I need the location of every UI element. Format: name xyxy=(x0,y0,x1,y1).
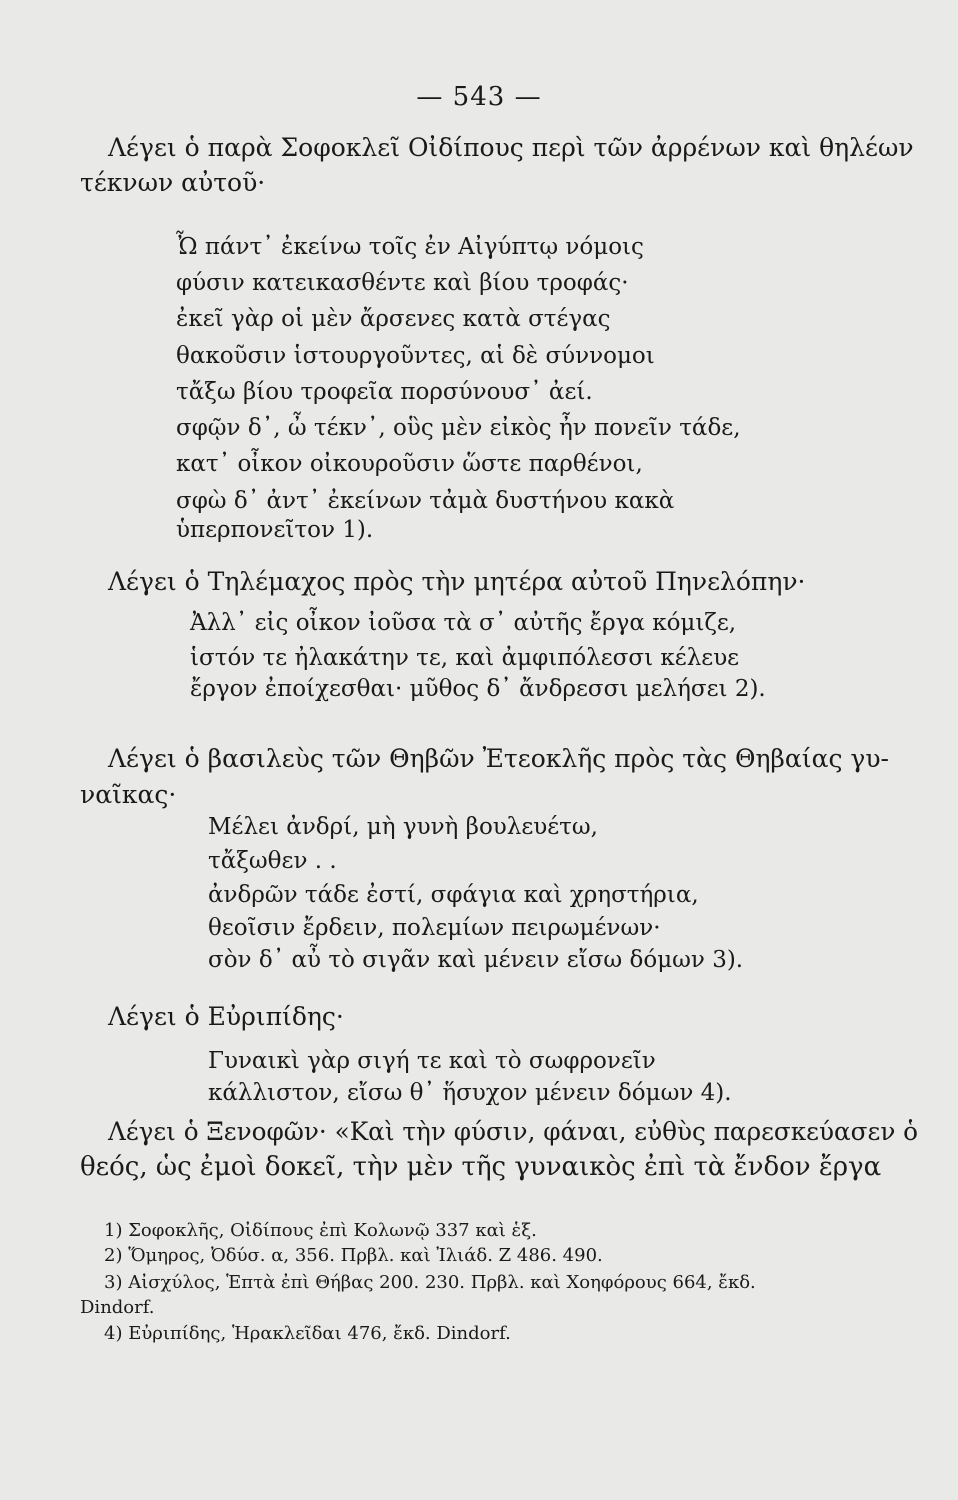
verse-line: σφὼ δ᾽ ἀντ᾽ ἐκείνων τἀμὰ δυστήνου κακὰ xyxy=(176,488,675,514)
verse-line: τἄξω βίου τροφεῖα πορσύνουσ᾽ ἀεί. xyxy=(176,379,593,405)
prose-line: θεός, ὡς ἐμοὶ δοκεῖ, τὴν μὲν τῆς γυναικὸς ἐπὶ τὰ ἔνδον ἔργα xyxy=(80,1152,882,1182)
prose-line: ναῖκας· xyxy=(80,780,177,809)
verse-line: σὸν δ᾽ αὖ τὸ σιγᾶν καὶ μένειν εἴσω δόμων 3). xyxy=(208,947,744,973)
verse-line: Ὦ πάντ᾽ ἐκείνω τοῖς ἐν Αἰγύπτῳ νόμοις xyxy=(176,234,644,260)
prose-line: Λέγει ὁ Εὐριπίδης· xyxy=(108,1002,344,1031)
verse-line: ἱστόν τε ἠλακάτην τε, καὶ ἀμφιπόλεσσι κέλευε xyxy=(190,645,740,671)
prose-line: Λέγει ὁ παρὰ Σοφοκλεῖ Οἰδίπους περὶ τῶν ἀρρένων καὶ θηλέων xyxy=(108,133,914,162)
page-number: — 543 — xyxy=(416,82,542,112)
footnote: 3) Αἰσχύλος, Ἑπτὰ ἐπὶ Θήβας 200. 230. Πρβλ. καὶ Χοηφόρους 664, ἔκδ. xyxy=(104,1272,756,1293)
footnote: 4) Εὐριπίδης, Ἡρακλεῖδαι 476, ἔκδ. Dindorf. xyxy=(104,1323,511,1344)
verse-line: Ἀλλ᾽ εἰς οἶκον ἰοῦσα τὰ σ᾽ αὐτῆς ἔργα κόμιζε, xyxy=(190,610,737,636)
verse-line: κάλλιστον, εἴσω θ᾽ ἥσυχον μένειν δόμων 4). xyxy=(208,1080,732,1106)
verse-line: φύσιν κατεικασθέντε καὶ βίου τροφάς· xyxy=(176,270,629,296)
prose-line: Λέγει ὁ Τηλέμαχος πρὸς τὴν μητέρα αὐτοῦ Πηνελόπην· xyxy=(108,567,806,596)
prose-line: Λέγει ὁ βασιλεὺς τῶν Θηβῶν Ἐτεοκλῆς πρὸς τὰς Θηβαίας γυ- xyxy=(108,744,889,773)
verse-line: θεοῖσιν ἔρδειν, πολεμίων πειρωμένων· xyxy=(208,915,661,941)
verse-line: Μέλει ἀνδρί, μὴ γυνὴ βουλευέτω, xyxy=(208,814,598,840)
verse-line: τἄξωθεν . . xyxy=(208,848,337,874)
verse-line: ἐκεῖ γὰρ οἱ μὲν ἄρσενες κατὰ στέγας xyxy=(176,306,611,332)
verse-line: θακοῦσιν ἱστουργοῦντες, αἱ δὲ σύννομοι xyxy=(176,343,655,369)
verse-line: ἔργον ἐποίχεσθαι· μῦθος δ᾽ ἄνδρεσσι μελήσει 2). xyxy=(190,676,766,702)
footnote: 2) Ὅμηρος, Ὀδύσ. α, 356. Πρβλ. καὶ Ἰλιάδ. Ζ 486. 490. xyxy=(104,1245,603,1266)
verse-line: σφῷν δ᾽, ὦ τέκν᾽, οὓς μὲν εἰκὸς ἦν πονεῖν τάδε, xyxy=(176,415,741,441)
verse-line: Γυναικὶ γὰρ σιγή τε καὶ τὸ σωφρονεῖν xyxy=(208,1048,656,1074)
prose-line: τέκνων αὐτοῦ· xyxy=(80,168,266,197)
verse-line: ἀνδρῶν τάδε ἐστί, σφάγια καὶ χρηστήρια, xyxy=(208,882,699,908)
prose-line: Λέγει ὁ Ξενοφῶν· «Καὶ τὴν φύσιν, φάναι, εὐθὺς παρεσκεύασεν ὁ xyxy=(108,1117,919,1146)
verse-line: ὑπερπονεῖτον 1). xyxy=(176,517,374,543)
verse-line: κατ᾽ οἶκον οἰκουροῦσιν ὥστε παρθένοι, xyxy=(176,451,643,477)
footnote: 1) Σοφοκλῆς, Οἰδίπους ἐπὶ Κολωνῷ 337 καὶ ἑξ. xyxy=(104,1220,537,1241)
footnote: Dindorf. xyxy=(80,1297,155,1318)
